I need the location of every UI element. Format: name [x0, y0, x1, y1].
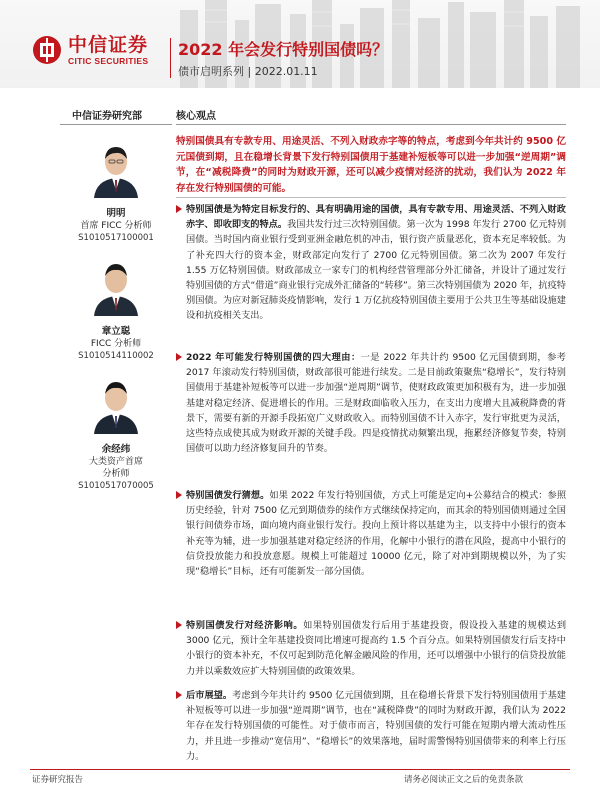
analyst-card: [60, 374, 172, 492]
analyst-photo: [88, 374, 144, 434]
bullet-triangle-icon: [176, 491, 182, 499]
report-series-date: 债市启明系列 | 2022.01.11: [178, 65, 318, 78]
sidebar-title: 中信证券研究部: [72, 111, 142, 122]
analyst-role: 首席 FICC 分析师: [80, 221, 152, 231]
analyst-license-id: S1010517100001: [78, 233, 154, 243]
logo-english-name: CITIC SECURITIES: [68, 56, 149, 66]
analyst-role: FICC 分析师: [90, 339, 142, 349]
report-header: [0, 0, 600, 88]
analyst-photo: [88, 256, 144, 316]
sidebar-divider: [60, 124, 172, 125]
bullet-triangle-icon: [176, 691, 182, 699]
citic-logo: [32, 34, 148, 66]
analyst-role: 大类资产首席: [88, 457, 143, 467]
body-paragraph: [176, 202, 566, 324]
logo-chinese-name: 中信证券: [68, 34, 149, 56]
bullet-triangle-icon: [176, 205, 182, 213]
paragraph-body: 一是 2022 年共计约 9500 亿元国债到期，参考 2017 年滚动发行特别国债，财政部很可能进行续发。二是目前政策聚焦“稳增长”，发行特别国债用于基建补短板等可以进一步加强“逆周期”调节，使财政政策更加积极有为，进一步加强基建对稳定经济、促进增长的作用。三是财政面临收入压力，在支出力度增大且减税降费的背景下，需要有新的开源手段拓宽广义财政收入。而特别国债不计入赤字，发行审批更为灵活，这些特点成使其成为财政开源的关键手段。四是疫情扰动频繁出现，拖累经济修复节奏，特别国债可以助力经济修复回升的节奏。: [186, 352, 566, 455]
paragraph-lead: 特别国债是为特定目标发行的、具有明确用途的国债，具有专款专用、用途灵活、不列入财政赤字、即收即支的特点。: [186, 204, 566, 231]
section-title: 核心观点: [176, 111, 216, 122]
body-paragraph: [176, 488, 566, 579]
section-divider: [176, 124, 566, 125]
footer-disclaimer-note: 请务必阅读正文之后的免责条款: [404, 775, 524, 785]
analyst-license-id: S1010517070005: [78, 481, 154, 491]
body-paragraph: [176, 350, 566, 456]
analyst-name: 余经纬: [101, 444, 131, 455]
header-divider: [170, 38, 171, 78]
bullet-triangle-icon: [176, 353, 182, 361]
paragraph-lead: 特别国债发行对经济影响。: [186, 620, 304, 631]
citic-logo-icon: [32, 35, 62, 65]
body-paragraph: [176, 618, 566, 679]
analyst-role-line2: 分析师: [102, 469, 130, 479]
paragraph-lead: 特别国债发行猜想。: [186, 490, 270, 501]
bullet-triangle-icon: [176, 621, 182, 629]
paragraph-body: 考虑到今年共计约 9500 亿元国债到期，且在稳增长背景下发行特别国债用于基建补短板等可以进一步加强“逆周期”调节，也在“减税降费”的同时为财政开源，我们认为 2022 年存在发行特别国债的可能性。对于债市而言，特别国债的发行可能在短期内增大流动性压力，并且进一步推动“宽信用”、“稳增长”的效果落地，届时需警惕特别国债带来的利率上行压力。: [186, 690, 566, 762]
analyst-name: 明明: [106, 208, 126, 219]
paragraph-body: 如果 2022 年发行特别国债，方式上可能是定向+公募结合的模式：参照历史经验，针对 7500 亿元到期债券的续作方式继续保持定向，而其余的特别国债则通过全国银行间债券市场，面向境内商业银行发行。投向上预计将以基建为主，以支持中小银行的资本补充等为辅，进一步加强基建对稳定经济的作用，化解中小银行的潜在风险，提高中小银行的信贷投放能力和投放意愿。规模上可能超过 10000 亿元，除了对冲到期规模以外，为了实现“稳增长”目标，还有可能新发一部分国债。: [186, 490, 567, 578]
summary-divider: [176, 197, 566, 198]
analyst-name: 章立聪: [101, 326, 131, 337]
paragraph-body: 如果特别国债发行后用于基建投资，假设投入基建的规模达到 3000 亿元，预计全年基建投资同比增速可提高约 1.5 个百分点。如果特别国债发行后支持中小银行的资本补充，不仅可起到防范化解金融风险的作用，还可以增强中小银行的信贷投放能力并以乘数效应扩大特别国债的政策效果。: [186, 620, 567, 677]
paragraph-lead: 后市展望。: [186, 690, 233, 701]
analyst-license-id: S1010514110002: [78, 351, 154, 361]
analyst-card: [60, 256, 172, 362]
body-paragraph: [176, 688, 566, 764]
analyst-card: [60, 138, 172, 244]
analyst-photo: [88, 138, 144, 198]
key-points-summary: 特别国债具有专款专用、用途灵活、不列入财政赤字等的特点，考虑到今年共计约 9500 亿元国债到期，且在稳增长背景下发行特别国债用于基建补短板等可以进一步加强“逆周期”调节，在“减税降费”的同时为财政开源，还可以减少疫情对经济的扰动，我们认为 2022 年存在发行特别国债的可能。: [176, 136, 566, 194]
paragraph-lead: 2022 年可能发行特别国债的四大理由：: [186, 352, 361, 363]
footer-report-type: 证券研究报告: [32, 775, 84, 785]
footer-divider: [30, 769, 570, 770]
paragraph-body: 我国共发行过三次特别国债。第一次为 1998 年发行 2700 亿元特别国债。当时国内商业银行受到亚洲金融危机的冲击，银行资产质量恶化，资本充足率较低。为了补充四大行的资本金，财政部定向发行了 2700 亿元特别国债。第二次为 2007 年发行 1.55 万亿特别国债。财政部成立一家专门的机构经营管理部分外汇储备，并设计了通过发行特别国债的方式“借道”商业银行完成外汇储备的“转移”。第三次特别国债为 2020 年，抗疫特别国债。为应对新冠肺炎疫情影响，发行 1 万亿抗疫特别国债主要用于公共卫生等基础设施建设和抗疫相关支出。: [186, 219, 567, 322]
report-title: 2022 年会发行特别国债吗？: [178, 40, 389, 59]
